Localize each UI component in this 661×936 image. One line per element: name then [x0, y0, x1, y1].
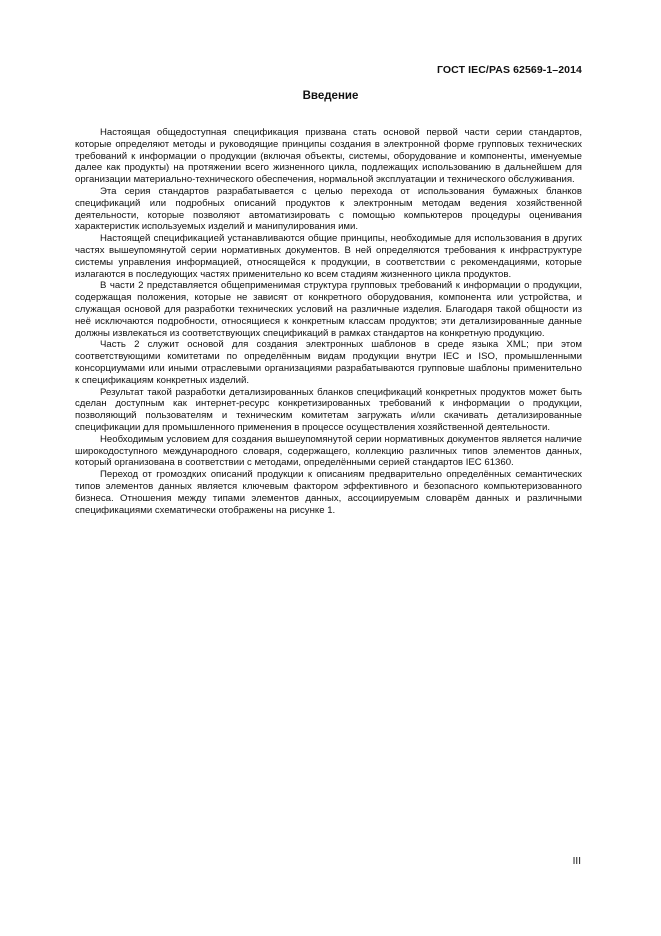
paragraph: Эта серия стандартов разрабатывается с целью перехода от использования бумажных бланков спецификаций или подробных описаний продуктов к электронным методам ведения хозяйственной деятельности, которые позволяют автоматизировать с помощью компьютеров процедуры оценивания характеристик используемых изделий и манипулирования ими. — [75, 185, 582, 233]
paragraph: Результат такой разработки детализированных бланков спецификаций конкретных продуктов может быть сделан доступным как интернет-ресурс конкретизированных требований к информации о продукции, позволяющий пользователям и техническим комитетам загружать и/или скачивать детализированные спецификации для промышленного применения в процессе осуществления хозяйственной деятельности. — [75, 386, 582, 433]
paragraph: Настоящая общедоступная спецификация призвана стать основой первой части серии стандартов, которые определяют методы и руководящие принципы создания в электронной форме групповых технических требований к информации о продукции (включая объекты, системы, оборудование и компоненты, именуемые далее как продукты) на протяжении всего жизненного цикла, подлежащих использованию в дальнейшем для организации материально-технического обеспечения, нормальной эксплуатации и технического обслуживания. — [75, 127, 582, 186]
document-header: ГОСТ IEC/PAS 62569-1–2014 — [436, 64, 582, 76]
page-number: III — [572, 856, 581, 867]
paragraph: Часть 2 служит основой для создания электронных шаблонов в среде языка XML; при этом соответствующими комитетами по определённым видам продукции внутри IEC и ISO, промышленными консорциумами или иными отраслевыми организациями разрабатываются групповые шаблоны применительно к спецификациям конкретных изделий. — [75, 339, 582, 386]
body-text — [75, 127, 582, 516]
paragraph: В части 2 представляется общеприменимая структура групповых требований к информации о продукции, содержащая положения, которые не зависят от конкретного оборудования, компонента или устройства, и служащая основой для разработки технических условий на различные изделия. Благодаря такой общности из неё исключаются подробности, относящиеся к конкретным классам продуктов; эти детализированные данные должны извлекаться из соответствующих спецификаций в рамках стандартов на конкретную продукцию. — [75, 280, 582, 339]
paragraph: Настоящей спецификацией устанавливаются общие принципы, необходимые для использования в других частях вышеупомянутой серии нормативных документов. В ней определяются требования к инфраструктуре системы управления информацией, относящейся к продукции, в соответствии с рекомендациями, которые излагаются в последующих частях применительно ко всем стадиям жизненного цикла продуктов. — [75, 233, 582, 280]
paragraph: Переход от громоздких описаний продукции к описаниям предварительно определённых семантических типов элементов данных является ключевым фактором эффективного и безопасного компьютеризованного бизнеса. Отношения между типами элементов данных, ассоциируемым словарём данных и различными спецификациями схематически отображены на рисунке 1. — [75, 469, 582, 516]
paragraph: Необходимым условием для создания вышеупомянутой серии нормативных документов является наличие широкодоступного международного словаря, содержащего, коллекцию различных типов элементов данных, который организована в соответствии с методами, определёнными серией стандартов IEC 61360. — [75, 433, 582, 469]
section-title: Введение — [302, 90, 359, 102]
